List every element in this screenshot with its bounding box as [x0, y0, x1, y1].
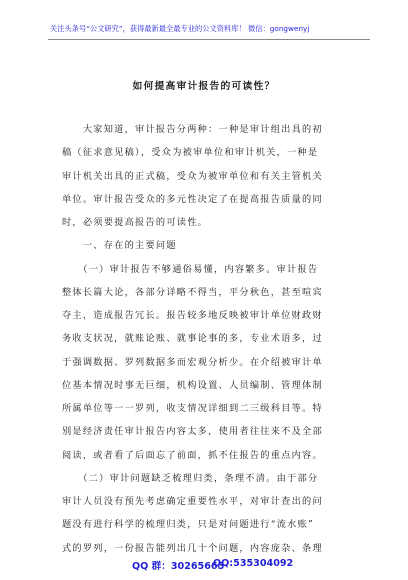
- footer-qq-number: QQ:535304092: [213, 558, 294, 569]
- body-line: 题没有进行科学的梳理归类，只是对问题进行“流水账”: [62, 519, 314, 531]
- body-line: （一）审计报告不够通俗易懂，内容繁多。审计报告: [62, 263, 319, 275]
- body-line: 式的罗列，一份报告能列出几十个问题，内容庞杂、条理: [62, 542, 323, 554]
- document-title: 如何提高审计报告的可读性？: [132, 81, 276, 92]
- body-line: 位基本情况时事无巨细，机构设置、人员编制、管理体制: [62, 379, 323, 391]
- header-promo-text: 关注头条号“公文研究”，获得最新最全最专业的公文资料库！ 微信：gongwenyj: [50, 24, 310, 33]
- body-line: 审计机关出具的正式稿，受众为被审单位和有关主管机关: [62, 170, 323, 182]
- section-heading: 一、存在的主要问题: [62, 240, 177, 252]
- body-line: 所属单位等一一罗列，收支情况详细到二三级科目等。特: [62, 403, 323, 414]
- body-line: 审计人员没有预先考虑确定重要性水平，对审计查出的问: [62, 496, 323, 507]
- document-body: [62, 118, 348, 560]
- body-line: 单位。审计报告受众的多元性决定了在提高报告质量的同: [62, 193, 323, 205]
- body-line: （二）审计问题缺乏梳理归类，条理不清。由于部分: [62, 472, 319, 484]
- body-line: 务收支状况，就账论账、就事论事的多，专业术语多，过: [62, 333, 323, 345]
- body-line: 大家知道，审计报告分两种：一种是审计组出具的初: [62, 124, 323, 135]
- body-line: 阅读，或者看了后面忘了前面，抓不住报告的重点内容。: [62, 449, 323, 461]
- footer-qq-group: QQ 群：30265665: [132, 561, 225, 572]
- body-line: 时，必须要提高报告的可读性。: [62, 217, 209, 228]
- body-line: 夺主，造成报告冗长。报告较多地反映被审计单位财政财: [62, 310, 323, 321]
- body-line: 整体长篇大论，各部分详略不得当，平分秋色，甚至喧宾: [62, 286, 323, 298]
- body-line: 于强调数据、罗列数据多而宏观分析少。在介绍被审计单: [62, 356, 323, 368]
- body-line: 别是经济责任审计报告内容太多，使用者往往来不及全部: [62, 426, 323, 438]
- header-divider: [48, 39, 370, 40]
- body-line: 稿（征求意见稿），受众为被审单位和审计机关，一种是: [62, 147, 319, 159]
